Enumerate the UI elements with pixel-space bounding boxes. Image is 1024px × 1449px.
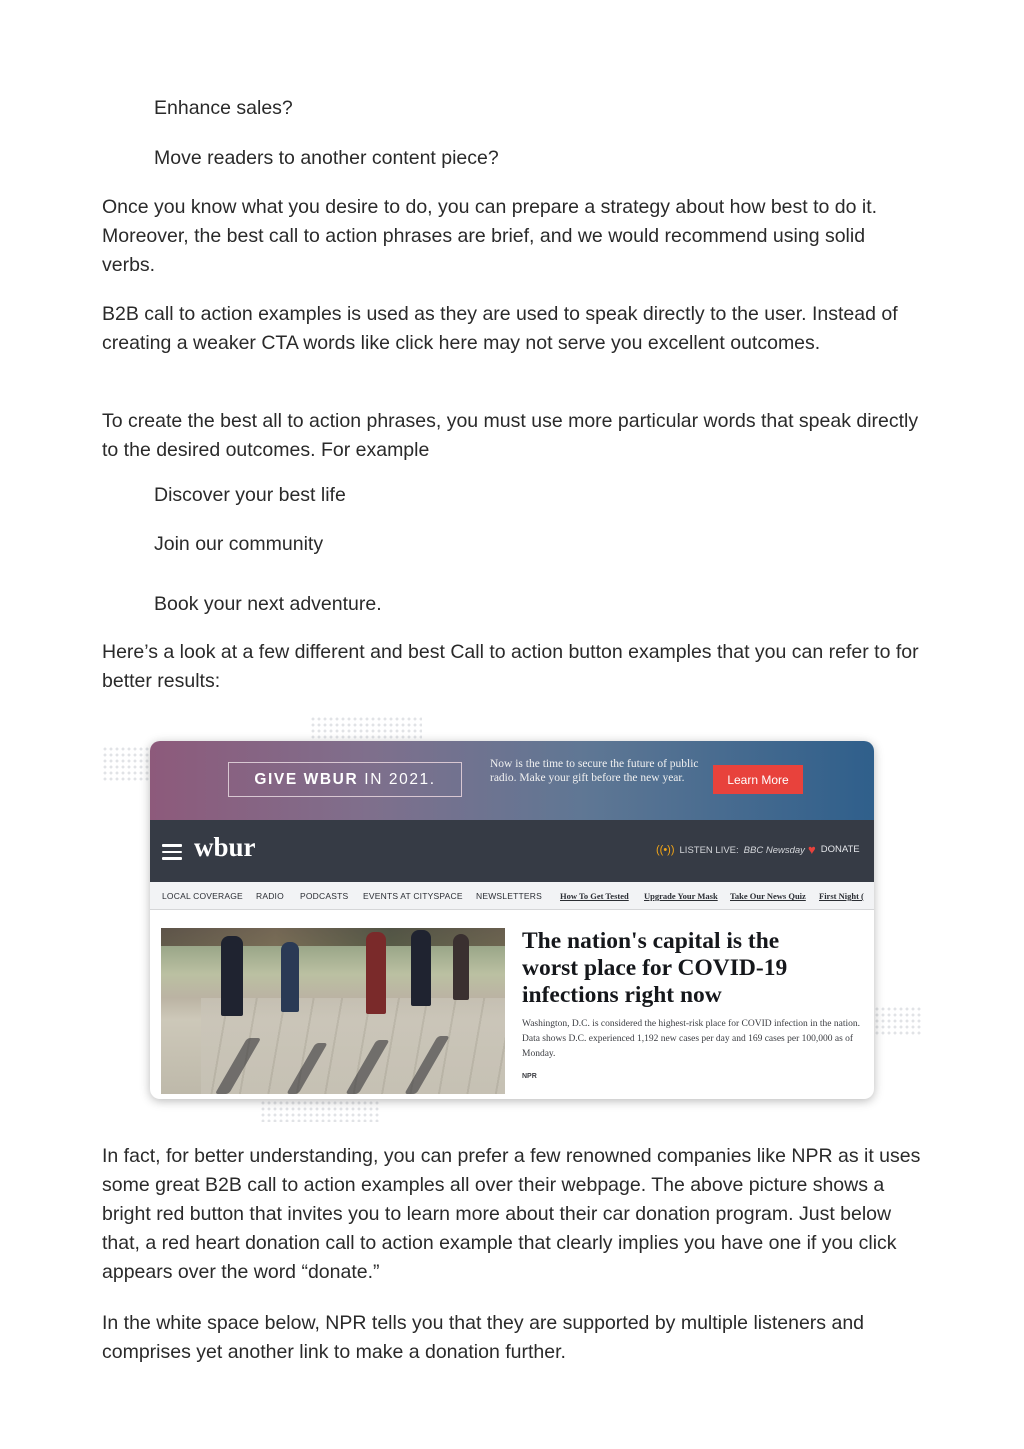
link-how-to-get-tested[interactable]: How To Get Tested [560, 891, 629, 901]
paragraph-strategy: Once you know what you desire to do, you can prepare a strategy about how best to do it. Moreover, the best call to action phrases are brief, and we would recommend using solid verbs. [102, 196, 878, 276]
wbur-logo[interactable]: wbur [194, 832, 256, 862]
nav-item-local-coverage[interactable]: LOCAL COVERAGE [162, 891, 243, 901]
donate-label: DONATE [820, 844, 860, 855]
paragraph-particular-words: To create the best all to action phrases, you must use more particular words that speak directly to the desired outcomes. For example [102, 410, 919, 461]
give-wbur-box [228, 762, 462, 797]
radio-wave-icon: ((•)) [656, 844, 675, 856]
article-photo[interactable] [161, 928, 505, 1094]
nav-item-podcasts[interactable]: PODCASTS [300, 891, 349, 901]
menu-icon[interactable] [162, 844, 182, 860]
nav-item-events[interactable]: EVENTS AT CITYSPACE [363, 891, 463, 901]
section-nav [150, 882, 874, 910]
nav-item-newsletters[interactable]: NEWSLETTERS [476, 891, 542, 901]
donate-link[interactable] [808, 841, 860, 857]
list-item-move-readers: Move readers to another content piece? [154, 147, 499, 169]
listen-live-station: BBC Newsday [743, 844, 805, 856]
link-first-night[interactable]: First Night ( [819, 891, 864, 901]
article-summary: Washington, D.C. is considered the highest-risk place for COVID infection in the nation. Data shows D.C. experienced 1,192 new cases per day and 169 cases per 100,000 as of Monday. [522, 1019, 860, 1059]
dot-pattern [874, 1006, 922, 1036]
paragraph-intro-examples: Here’s a look at a few different and best Call to action button examples that you can refer to for better results: [102, 641, 919, 692]
example-discover: Discover your best life [154, 484, 346, 506]
paragraph-b2b-cta: B2B call to action examples is used as they are used to speak directly to the user. Instead of creating a weaker CTA words like click here may not serve you excellent outcomes. [102, 303, 898, 354]
dot-pattern [310, 716, 422, 740]
example-book: Book your next adventure. [154, 593, 382, 615]
list-item-enhance-sales: Enhance sales? [154, 97, 293, 119]
dot-pattern [260, 1100, 380, 1122]
wbur-screenshot [150, 741, 874, 1099]
paragraph-npr-explanation: In fact, for better understanding, you can prefer a few renowned companies like NPR as it uses some great B2B call to action examples all over their webpage. The above picture shows a bright red button that invites you to learn more about their car donation program. Just below that, a red heart donation call to action example that clearly implies you have one if you click appears over the word “donate.” [102, 1145, 921, 1283]
link-news-quiz[interactable]: Take Our News Quiz [730, 891, 806, 901]
site-header [150, 820, 874, 882]
donation-banner [150, 741, 874, 820]
nav-item-radio[interactable]: RADIO [256, 891, 284, 901]
give-wbur-year: IN 2021. [364, 770, 436, 788]
article-source: NPR [522, 1073, 537, 1080]
banner-message: Now is the time to secure the future of public radio. Make your gift before the new year. [490, 758, 699, 784]
example-join: Join our community [154, 533, 324, 555]
heart-icon: ♥ [808, 841, 816, 857]
listen-live-link[interactable] [656, 844, 805, 856]
give-wbur-bold: GIVE WBUR [254, 770, 359, 788]
link-upgrade-your-mask[interactable]: Upgrade Your Mask [644, 891, 718, 901]
article-headline[interactable]: The nation's capital is the worst place for COVID-19 infections right now [522, 928, 788, 1008]
dot-pattern [102, 746, 150, 782]
paragraph-white-space: In the white space below, NPR tells you that they are supported by multiple listeners and comprises yet another link to make a donation further. [102, 1312, 865, 1363]
listen-live-label: LISTEN LIVE: [679, 844, 739, 856]
learn-more-button[interactable]: Learn More [713, 765, 803, 794]
